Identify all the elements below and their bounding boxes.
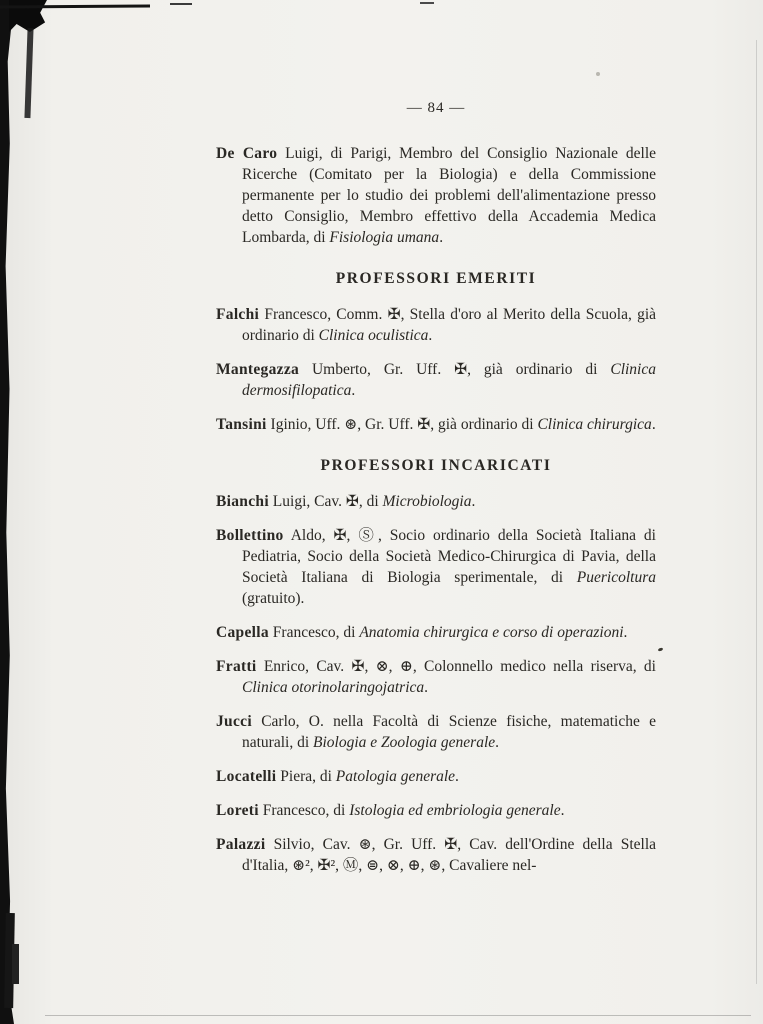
entry-subject: Anatomia chirurgica e corso di operazioni xyxy=(359,624,624,641)
scan-top-mark-artifact xyxy=(420,2,434,4)
entry-subject: Puericoltura xyxy=(576,569,656,586)
scan-smudge-artifact xyxy=(24,28,33,118)
entry-text: Piera, di xyxy=(276,768,336,785)
entry-surname: De Caro xyxy=(216,145,278,162)
entry-text: Francesco, di xyxy=(258,802,350,819)
entry-text: Enrico, Cav. ✠, ⊗, ⊕, Colonnello medico nella riserva, di xyxy=(256,658,656,675)
scan-bottom-edge-line xyxy=(45,1015,751,1016)
entry-text: . xyxy=(439,229,444,246)
entry-subject: Fisiologia umana xyxy=(329,229,440,246)
scan-bottom-left-artifact xyxy=(12,944,19,984)
entry-surname: Fratti xyxy=(216,658,257,675)
entry-subject: Clinica chirurgica xyxy=(537,416,652,433)
directory-entry xyxy=(216,143,656,248)
entry-subject: Patologia generale xyxy=(335,768,456,785)
entry-surname: Falchi xyxy=(216,306,260,323)
entry-text: Iginio, Uff. ⊛, Gr. Uff. ✠, già ordinario di xyxy=(266,416,538,433)
directory-entry xyxy=(216,834,656,876)
entry-text: . xyxy=(351,382,356,399)
directory-entry xyxy=(216,656,656,698)
entry-text: . xyxy=(424,679,429,696)
entry-surname: Tansini xyxy=(216,416,267,433)
directory-entry xyxy=(216,525,656,609)
entry-subject: Clinica oculistica xyxy=(318,327,429,344)
entry-text: . xyxy=(455,768,459,785)
binding-edge-artifact xyxy=(0,0,14,1024)
entry-text: . xyxy=(623,624,628,641)
entry-subject: Istologia ed embriologia generale xyxy=(349,802,561,819)
entry-subject: Clinica dermosifilopatica xyxy=(242,361,656,399)
directory-entry xyxy=(216,359,656,401)
directory-entry xyxy=(216,711,656,753)
page-text-column xyxy=(216,100,656,889)
entry-text: Umberto, Gr. Uff. ✠, già ordinario di xyxy=(299,361,611,378)
page-number: — 84 — xyxy=(406,100,466,116)
entry-text: . xyxy=(428,327,433,344)
text-body xyxy=(216,143,656,876)
entry-text: (gratuito). xyxy=(242,590,305,607)
entry-text: . xyxy=(560,802,565,819)
scan-top-mark-artifact xyxy=(170,3,192,5)
section-heading: PROFESSORI EMERITI xyxy=(335,270,537,287)
directory-entry xyxy=(216,800,656,821)
entry-text: Carlo, O. nella Facoltà di Scienze fisiche, matematiche e naturali, di xyxy=(242,713,656,751)
section-heading: PROFESSORI INCARICATI xyxy=(320,457,552,474)
entry-surname: Palazzi xyxy=(216,836,266,853)
entry-text: . xyxy=(651,416,656,433)
entry-surname: Jucci xyxy=(216,713,252,730)
directory-entry xyxy=(216,766,656,787)
ink-speck xyxy=(658,647,664,652)
entry-text: . xyxy=(471,493,476,510)
directory-entry xyxy=(216,304,656,346)
entry-surname: Bollettino xyxy=(216,527,284,544)
directory-entry xyxy=(216,491,656,512)
entry-text: . xyxy=(495,734,500,751)
entry-subject: Clinica otorinolaringojatrica xyxy=(242,679,425,696)
entry-text: Francesco, Comm. ✠, Stella d'oro al Merito della Scuola, già ordinario di xyxy=(242,306,656,344)
entry-text: Luigi, di Parigi, Membro del Consiglio Nazionale delle Ricerche (Comitato per la Biologia) e della Commissione permanente per lo studio dei problemi dell'alimentazione presso detto Consiglio, Membro effettivo della Accademia Medica Lombarda, di xyxy=(242,145,656,246)
entry-text: Francesco, di xyxy=(268,624,360,641)
scan-right-edge-line xyxy=(756,40,757,984)
entry-text: Aldo, ✠, Ⓢ, Socio ordinario della Società Italiana di Pediatria, Socio della Società Medico-Chirurgica di Pavia, della Società Italiana di Biologia sperimentale, di xyxy=(242,527,656,586)
entry-surname: Loreti xyxy=(216,802,259,819)
entry-subject: Microbiologia xyxy=(382,493,472,510)
entry-text: Luigi, Cav. ✠, di xyxy=(268,493,383,510)
entry-text: Silvio, Cav. ⊛, Gr. Uff. ✠, Cav. dell'Ordine della Stella d'Italia, ⊛², ✠², Ⓜ, ⊜, ⊗, ⊕, ⊛, Cavaliere nel- xyxy=(242,836,656,874)
scan-top-edge-artifact xyxy=(0,4,150,8)
entry-subject: Biologia e Zoologia generale xyxy=(313,734,496,751)
entry-surname: Mantegazza xyxy=(216,361,300,378)
directory-entry xyxy=(216,622,656,643)
directory-entry xyxy=(216,414,656,435)
ink-speck xyxy=(596,72,600,76)
entry-surname: Capella xyxy=(216,624,269,641)
entry-surname: Locatelli xyxy=(216,768,277,785)
entry-surname: Bianchi xyxy=(216,493,269,510)
